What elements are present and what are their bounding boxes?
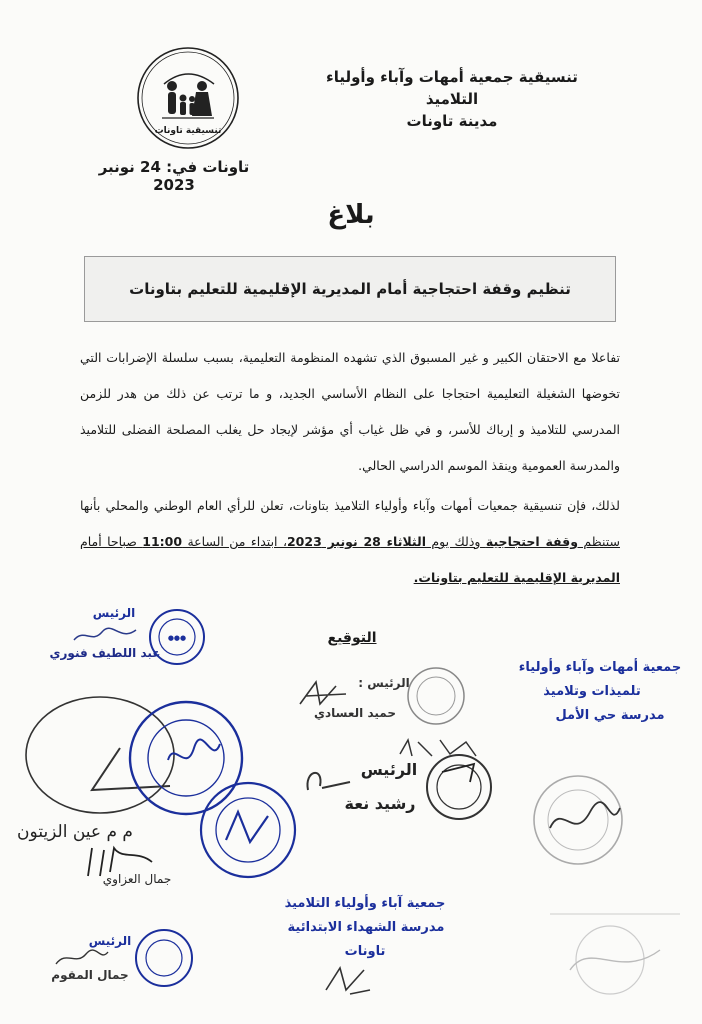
sig4-line1: جمعية أمهات وآباء وأولياء <box>518 660 682 675</box>
sig8-name: جمال المقوم <box>51 968 129 982</box>
sig3-name: رشيد نعة <box>344 794 416 813</box>
body-paragraph-1: تفاعلا مع الاحتقان الكبير و غير المسبوق الذي تشهده المنظومة التعليمية، بسبب سلسلة الإضرابات التي تخوضها الشغيلة التعليمية احتجاجا على النظام الأساسي الجديد، و ما ترتب عن ذلك من هدر للزمن المدرسي للتلاميذ و إرباك للأسر، و في ظل غياب أي مؤشر لإيجاد حل يغلب المصلحة الفضلى للتلاميذ والمدرسة العمومية وينقذ الموسم الدراسي الحالي. <box>80 350 620 473</box>
organization-name: تنسيقية جمعية أمهات وآباء وأولياء التلاميذ <box>326 68 578 108</box>
sig1-round-stamp-icon <box>148 608 206 666</box>
body-p2-b3: 11:00 <box>142 534 183 549</box>
body-p2-b2: الثلاثاء 28 نونبر 2023 <box>286 534 427 549</box>
sig8-title: الرئيس <box>88 934 132 948</box>
body-p2-u1: ستنظم <box>577 534 620 549</box>
body-p2-u2: وذلك يوم <box>426 534 486 549</box>
sig3-title: الرئيس <box>360 760 418 779</box>
organization-city: مدينة تاونات <box>406 112 498 130</box>
sig1-handwriting-icon <box>70 624 140 648</box>
association-logo <box>136 46 240 150</box>
sig7-handwriting-icon <box>320 960 380 1000</box>
sig5-name: م م عين الزيتون <box>17 822 133 842</box>
body-p2-b1: وقفة احتجاجية <box>485 534 578 549</box>
sig8-round-stamp-icon <box>134 928 194 988</box>
document-title: بلاغ <box>327 200 375 230</box>
sig2-title: الرئيس : <box>358 676 410 690</box>
document-body <box>80 340 620 596</box>
sig4-line3: مدرسة حي الأمل <box>555 708 665 723</box>
signature-heading: التوقيع <box>327 630 377 646</box>
document-date: تاونات في: 24 نونبر 2023 <box>98 158 250 194</box>
body-p2-lead: لذلك، فإن تنسيقية جمعيات أمهات وآباء وأولياء التلاميذ بتاونات، تعلن للرأي العام الوطني والمحلي بأنها <box>80 498 620 513</box>
sig7-line1: جمعية آباء وأولياء التلاميذ <box>284 896 446 911</box>
sig4-line2: تلميذات وتلاميذ <box>543 684 641 699</box>
sig8-handwriting-icon <box>52 946 112 970</box>
sig7-line3: تاونات <box>344 944 386 959</box>
sig1-name: عبد اللطيف فنوري <box>49 646 161 660</box>
sig6-name: جمال العزاوي <box>102 872 172 886</box>
organization-header <box>302 66 602 132</box>
subject-box <box>84 256 616 322</box>
faded-bottom-right-signature-icon <box>540 900 690 1000</box>
logo-bottom-text: تنسيقية تاونات <box>154 126 222 136</box>
sig2-name: حميد العسادي <box>314 706 396 720</box>
svg-text:●●●: ●●● <box>167 634 187 642</box>
body-paragraph-2 <box>80 488 620 596</box>
faded-round-stamp-icon <box>530 772 626 868</box>
sig7-line2: مدرسة الشهداء الابتدائية <box>287 920 445 935</box>
body-p2-u4: صباحا أمام <box>80 534 143 549</box>
sig3-handwriting-extra-icon <box>396 734 486 764</box>
subject-text: تنظيم وقفة احتجاجية أمام المديرية الإقليمية للتعليم بتاونات <box>129 280 571 298</box>
sig-stamp-blue-medium-icon <box>198 780 298 880</box>
body-p2-u3: ، ابتداء من الساعة <box>182 534 287 549</box>
sig2-round-stamp-icon <box>406 666 466 726</box>
body-p2-b4: المديرية الإقليمية للتعليم بتاونات. <box>413 570 620 585</box>
sig1-title: الرئيس <box>92 606 136 620</box>
